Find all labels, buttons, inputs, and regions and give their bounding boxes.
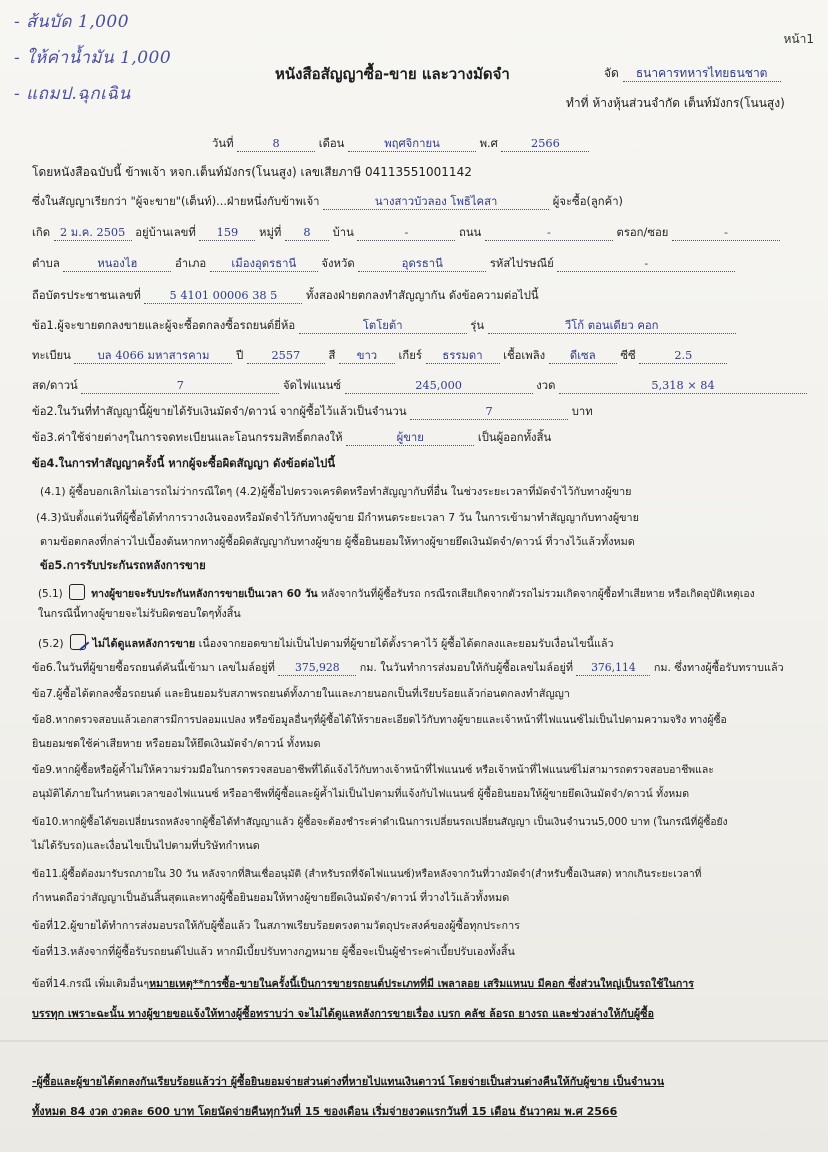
- buyer-line: ซึ่งในสัญญาเรียกว่า "ผู้จะขาย"(เต็นท์)...ฝ่ายหนึ่งกับข้าพเจ้า นางสาวบัวลอง โพธิไคสา ผู้จะซื้อ(ลูกค้า): [32, 195, 623, 208]
- clause-7: ข้อ7.ผู้ซื้อได้ตกลงซื้อรถยนต์ และยินยอมรับสภาพรถยนต์ทั้งภายในและภายนอกเป็นที่เรียบร้อยแล้วก่อนตกลงทำสัญญา: [32, 687, 570, 700]
- clause-8a: ข้อ8.หากตรวจสอบแล้วเอกสารมีการปลอมแปลง หรือข้อมูลอื่นๆที่ผู้ซื้อได้ให้รายละเอียดไว้กับทางผู้ขายและเจ้าหน้าที่ไฟแนนซ์ไม่เป็นไปตามความจริง ทางผู้ซื้อ: [32, 714, 727, 726]
- finance-company: จัด ธนาคารทหารไทยธนชาต: [604, 64, 781, 83]
- date-line: วันที่ 8 เดือน พฤศจิกายน พ.ศ 2566: [212, 136, 802, 152]
- clause-11a: ข้อ11.ผู้ซื้อต้องมารับรถภายใน 30 วัน หลังจากที่สินเชื่ออนุมัติ (สำหรับรถที่จัดไฟแนนซ์)หรือหลังจากวันที่วางมัดจำ(สำหรับซื้อเงินสด) หากเกินระยะเวลาที่: [32, 868, 702, 880]
- warranty-60-checkbox[interactable]: [69, 584, 85, 600]
- clause-4: ข้อ4.ในการทำสัญญาครั้งนี้ หากผู้จะซื้อผิดสัญญา ดังข้อต่อไปนี้: [32, 457, 336, 470]
- clause-4-3a: (4.3)นับตั้งแต่วันที่ผู้ซื้อได้ทำการวางเงินจองหรือมัดจำไว้กับทางผู้ขาย มีกำหนดระยะเวลา 7 วัน ในการเข้ามาทำสัญญากับทางผู้ขาย: [36, 511, 639, 524]
- clause-3: ข้อ3.ค่าใช้จ่ายต่างๆในการจดทะเบียนและโอนกรรมสิทธิ์ตกลงให้ ผู้ขาย เป็นผู้ออกทั้งสิ้น: [32, 431, 552, 444]
- clause-5: ข้อ5.การรับประกันรถหลังการขาย: [40, 559, 206, 572]
- page-title: หนังสือสัญญาซื้อ-ขาย และวางมัดจำ: [275, 65, 510, 83]
- clause-5-1b: ในกรณีนี้ทางผู้ขายจะไม่รับผิดชอบใดๆทั้งสิ้น: [38, 607, 241, 620]
- final-note-b: ทั้งหมด 84 งวด งวดละ 600 บาท โดยนัดจ่ายคืนทุกวันที่ 15 ของเดือน เริ่มจ่ายงวดแรกวันที่ 15 เดือน ธันวาคม พ.ศ 2566: [32, 1105, 618, 1118]
- clause-1: ข้อ1.ผู้จะขายตกลงขายและผู้จะซื้อตกลงซื้อรถยนต์ยี่ห้อ โตโยต้า รุ่น วีโก้ ตอนเดียว คอก: [32, 318, 802, 334]
- final-note-a: -ผู้ซื้อและผู้ขายได้ตกลงกันเรียบร้อยแล้วว่า ผู้ซื้อยินยอมจ่ายส่วนต่างที่หายไปแทนเงินดาวน์ โดยจ่ายเป็นส่วนต่างคืนให้กับผู้ขาย เป็นจำนวน: [32, 1075, 665, 1088]
- clause-5-1a: (5.1) ทางผู้ขายจะรับประกันหลังการขายเป็นเวลา 60 วัน หลังจากวันที่ผู้ซื้อรับรถ กรณีรถเสียเกิดจากตัวรถไม่รวมเกิดจากผู้ซื้อทำเสียหาย หรือเกิดอุบัติเหตุเอง: [38, 584, 802, 602]
- no-warranty-checkbox[interactable]: [70, 634, 86, 650]
- seller-line: โดยหนังสือฉบับนี้ ข้าพเจ้า หจก.เต็นท์มังกร(โนนสูง) เลขเสียภาษี 04113551001142: [32, 165, 472, 179]
- clause-12: ข้อที่12.ผู้ขายได้ทำการส่งมอบรถให้กับผู้ซื้อแล้ว ในสภาพเรียบร้อยตรงตามวัตถุประสงค์ของผู้ซื้อทุกประการ: [32, 919, 520, 932]
- address-line: ตำบล หนองไฮ อำเภอ เมืองอุดรธานี จังหวัด อุดรธานี รหัสไปรษณีย์ -: [32, 256, 802, 272]
- clause-8b: ยินยอมชดใช้ค่าเสียหาย หรือยอมให้ยึดเงินมัดจำ/ดาวน์ ทั้งหมด: [32, 737, 321, 750]
- page-number: หน้า1: [783, 32, 814, 46]
- clause-13: ข้อที่13.หลังจากที่ผู้ซื้อรับรถยนต์ไปแล้ว หากมีเบี้ยปรับทางกฎหมาย ผู้ซื้อจะเป็นผู้ชำระค่าเบี้ยปรับเองทั้งสิ้น: [32, 945, 515, 958]
- handwritten-note-2: - ให้ค่าน้ำมัน 1,000: [14, 48, 172, 68]
- handwritten-note-3: - แถมป.ฉุกเฉิน: [14, 84, 131, 104]
- clause-10a: ข้อ10.หากผู้ซื้อได้ขอเปลี่ยนรถหลังจากผู้ซื้อได้ทำสัญญาแล้ว ผู้ซื้อจะต้องชำระค่าดำเนินการเปลี่ยนรถเปลี่ยนสัญญา เป็นเงินจำนวน5,000 บาท (ในกรณีที่ผู้ซื้อยัง: [32, 816, 728, 828]
- clause-14a: ข้อที่14.กรณี เพิ่มเติมอื่นๆหมายเหตุ**การซื้อ-ขายในครั้งนี้เป็นการขายรถยนต์ประเภทที่มี เพลาลอย เสริมแหนบ มีคอก ซึ่งส่วนใหญ่เป็นรถใช้ในการ: [32, 978, 694, 990]
- finance-line: สด/ดาวน์ 7 จัดไฟแนนซ์ 245,000 งวด 5,318 × 84: [32, 378, 802, 394]
- clause-4-3b: ตามข้อตกลงที่กล่าวไปเบื้องต้นหากทางผู้ซื้อผิดสัญญากับทางผู้ขาย ผู้ซื้อยินยอมให้ทางผู้ขายยึดเงินมัดจำ/ดาวน์ ที่วางไว้แล้วทั้งหมด: [40, 535, 635, 548]
- place-line: ทำที่ ห้างหุ้นส่วนจำกัด เต็นท์มังกร(โนนสูง): [566, 96, 785, 110]
- clause-9b: อนุมัติได้ภายในกำหนดเวลาของไฟแนนซ์ หรืออาชีพที่ผู้ซื้อและผู้ค้ำไม่เป็นไปตามที่แจ้งกับไฟแนนซ์ ผู้ซื้อยินยอมให้ผู้ขายยึดเงินมัดจำ/ดาวน์ ทั้งหมด: [32, 788, 690, 800]
- paper-fold: [0, 1040, 828, 1042]
- id-line: ถือบัตรประชาชนเลขที่ 5 4101 00006 38 5 ทั้งสองฝ่ายตกลงทำสัญญากัน ดังข้อความต่อไปนี้: [32, 289, 539, 302]
- clause-10b: ไม่ได้รับรถ)และเงื่อนไขเป็นไปตามที่บริษัทกำหนด: [32, 839, 260, 852]
- clause-11b: กำหนดถือว่าสัญญาเป็นอันสิ้นสุดและทางผู้ซื้อยินยอมให้ทางผู้ขายยึดเงินมัดจำ/ดาวน์ ที่วางไว้แล้วทั้งหมด: [32, 891, 510, 904]
- handwritten-note-1: - ส้นบัด 1,000: [14, 12, 130, 32]
- registration-line: ทะเบียน บล 4066 มหาสารคาม ปี 2557 สี ขาว เกียร์ ธรรมดา เชื้อเพลิง ดีเซล ซีซี 2.5: [32, 348, 802, 364]
- clause-6: ข้อ6.ในวันที่ผู้ขายซื้อรถยนต์คันนี้เข้ามา เลขไมล์อยู่ที่ 375,928 กม. ในวันทำการส่งมอบให้กับผู้ซื้อเลขไมล์อยู่ที่ 376,114 กม. ซึ่งทางผู้ซื้อรับทราบแล้ว: [32, 661, 784, 674]
- clause-4-1: (4.1) ผู้ซื้อบอกเลิกไม่เอารถไม่ว่ากรณีใดๆ (4.2)ผู้ซื้อไปตรวจเครดิตหรือทำสัญญากับที่อื่น ในช่วงระยะเวลาที่มัดจำไว้กับทางผู้ขาย: [40, 485, 632, 498]
- clause-9a: ข้อ9.หากผู้ซื้อหรือผู้ค้ำไม่ให้ความร่วมมือในการตรวจสอบอาชีพที่ได้แจ้งไว้กับทางเจ้าหน้าที่ไฟแนนซ์ หรือเจ้าหน้าที่ไฟแนนซ์ไม่สามารถตรวจสอบอาชีพและ: [32, 764, 714, 776]
- birth-line: เกิด 2 ม.ค. 2505 อยู่บ้านเลขที่ 159 หมู่ที่ 8 บ้าน - ถนน - ตรอก/ซอย -: [32, 225, 802, 241]
- clause-14b: บรรทุก เพราะฉะนั้น ทางผู้ขายขอแจ้งให้ทางผู้ซื้อทราบว่า จะไม่ได้ดูแลหลังการขายเรื่อง เบรก คลัช ล้อรถ ยางรถ และช่วงล่างให้กับผู้ซื้อ: [32, 1007, 654, 1020]
- clause-5-2: (5.2) ไม่ได้ดูแลหลังการขาย เนื่องจากยอดขายไม่เป็นไปตามที่ผู้ขายได้ตั้งราคาไว้ ผู้ซื้อได้ตกลงและยอมรับเงื่อนไขนี้แล้ว: [38, 634, 802, 652]
- clause-2: ข้อ2.ในวันที่ทำสัญญานี้ผู้ขายได้รับเงินมัดจำ/ดาวน์ จากผู้ซื้อไว้แล้วเป็นจำนวน 7 บาท: [32, 405, 593, 418]
